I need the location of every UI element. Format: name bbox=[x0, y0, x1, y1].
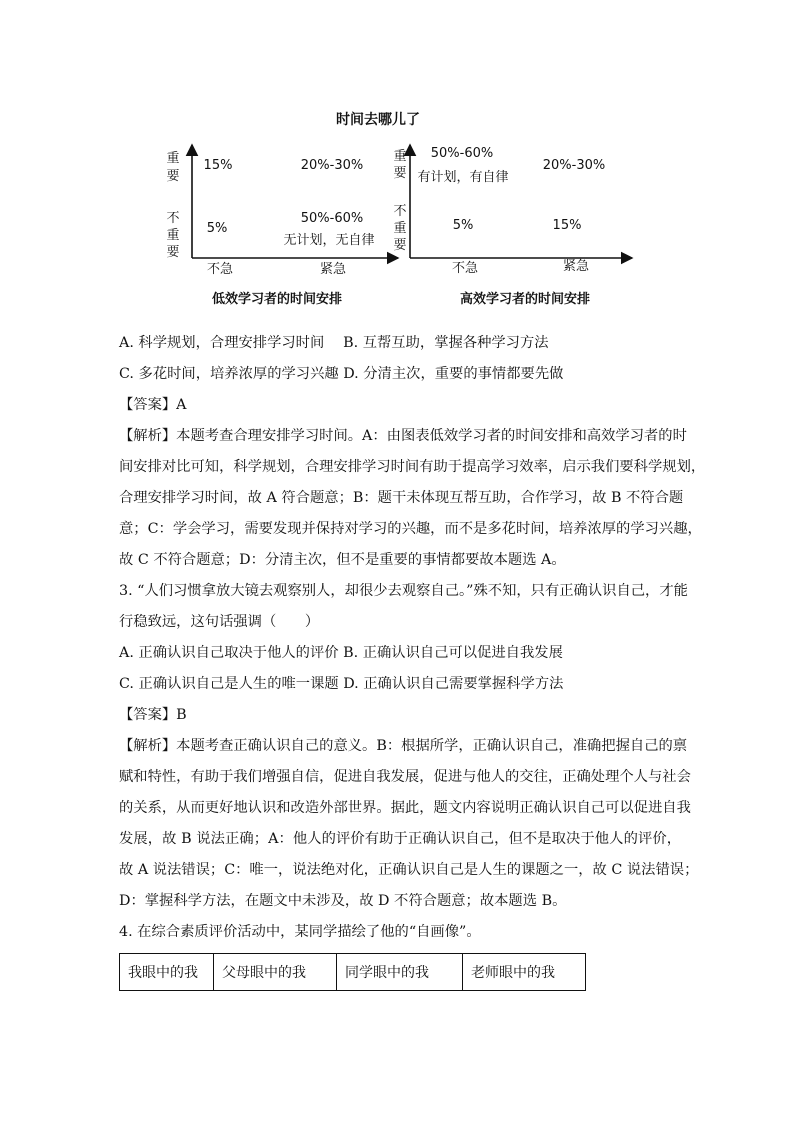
high-q-tr: 20%-30% bbox=[542, 158, 606, 173]
analysis-line: 【解析】本题考查合理安排学习时间。A：由图表低效学习者的时间安排和高效学习者的时 bbox=[119, 428, 687, 444]
table-cell: 父母眼中的我 bbox=[214, 954, 337, 991]
low-q-bl: 5% bbox=[206, 221, 228, 236]
low-q-tl: 15% bbox=[203, 158, 233, 173]
low-x-left-label: 不急 bbox=[206, 262, 234, 277]
low-y-top-char-1: 重 bbox=[166, 151, 180, 166]
low-q-tr: 20%-30% bbox=[300, 158, 364, 173]
analysis-line: 合理安排学习时间，故 A 符合题意；B：题干未体现互帮互助，合作学习，故 B 不符合题 bbox=[119, 490, 684, 506]
low-caption: 低效学习者的时间安排 bbox=[211, 292, 343, 307]
high-q-tl: 50%-60% bbox=[430, 146, 494, 161]
high-q-br: 15% bbox=[552, 218, 582, 233]
analysis-line: 故 C 不符合题意；D：分清主次，但不是重要的事情都要故本题选 A。 bbox=[119, 552, 566, 568]
low-y-top-label bbox=[166, 151, 179, 184]
high-x-left-label: 不急 bbox=[451, 261, 479, 276]
low-x-right-label: 紧急 bbox=[319, 262, 347, 277]
analysis-line: 间安排对比可知，科学规划，合理安排学习时间有助于提高学习效率，启示我们要科学规划， bbox=[119, 459, 706, 475]
analysis-line: 发展，故 B 说法正确；A：他人的评价有助于正确认识自己，但不是取决于他人的评价， bbox=[119, 831, 681, 847]
high-efficiency-panel bbox=[393, 145, 632, 307]
figure-title: 时间去哪儿了 bbox=[336, 112, 420, 128]
question-4-stem: 4. 在综合素质评价活动中，某同学描绘了他的“自画像”。 bbox=[119, 924, 481, 940]
option-line: C. 正确认识自己是人生的唯一课题 D. 正确认识自己需要掌握科学方法 bbox=[119, 676, 564, 692]
question-3-stem: 3. “人们习惯拿放大镜去观察别人，却很少去观察自己。”殊不知，只有正确认识自己，才能 bbox=[119, 583, 688, 599]
low-y-bottom-label: 不重要 bbox=[166, 211, 180, 260]
table-cell: 我眼中的我 bbox=[120, 954, 214, 991]
analysis-line: 【解析】本题考查正确认识自己的意义。B：根据所学，正确认识自己，准确把握自己的禀 bbox=[119, 738, 688, 754]
high-q-tl-note: 有计划，有自律 bbox=[417, 170, 509, 185]
high-q-bl: 5% bbox=[452, 218, 474, 233]
self-portrait-table bbox=[119, 953, 586, 991]
table-cell: 老师眼中的我 bbox=[463, 954, 586, 991]
question-text bbox=[119, 328, 706, 948]
option-line: A. 科学规划，合理安排学习时间 B. 互帮互助，掌握各种学习方法 bbox=[119, 335, 549, 351]
low-q-br-note: 无计划，无自律 bbox=[283, 233, 375, 248]
question-3-stem: 行稳致远，这句话强调（ ） bbox=[119, 614, 320, 630]
table-row bbox=[120, 954, 586, 991]
analysis-line: 意；C：学会学习，需要发现并保持对学习的兴趣，而不是多花时间，培养浓厚的学习兴趣， bbox=[119, 521, 702, 537]
time-allocation-figure bbox=[0, 0, 794, 320]
low-q-br: 50%-60% bbox=[300, 211, 364, 226]
low-efficiency-panel bbox=[166, 145, 398, 307]
option-line: C. 多花时间，培养浓厚的学习兴趣 D. 分清主次，重要的事情都要先做 bbox=[119, 366, 564, 382]
analysis-line: 赋和特性，有助于我们增强自信，促进自我发展，促进与他人的交往，正确处理个人与社会 bbox=[119, 769, 691, 785]
analysis-line: 的关系，从而更好地认识和改造外部世界。据此，题文内容说明正确认识自己可以促进自我 bbox=[119, 800, 691, 816]
low-y-top-char-2: 要 bbox=[166, 169, 180, 184]
answer-line: 【答案】A bbox=[119, 397, 187, 413]
answer-line: 【答案】B bbox=[119, 707, 187, 723]
analysis-line: 故 A 说法错误；C：唯一，说法绝对化，正确认识自己是人生的课题之一，故 C 说法错误； bbox=[119, 862, 699, 878]
high-y-bottom-label: 不重要 bbox=[393, 204, 407, 253]
table-cell: 同学眼中的我 bbox=[337, 954, 463, 991]
option-line: A. 正确认识自己取决于他人的评价 B. 正确认识自己可以促进自我发展 bbox=[119, 645, 563, 661]
high-caption: 高效学习者的时间安排 bbox=[459, 292, 591, 307]
high-x-right-label: 紧急 bbox=[562, 259, 590, 274]
high-y-top-label: 重要 bbox=[393, 149, 407, 181]
analysis-line: D：掌握科学方法，在题文中未涉及，故 D 不符合题意；故本题选 B。 bbox=[119, 893, 567, 909]
